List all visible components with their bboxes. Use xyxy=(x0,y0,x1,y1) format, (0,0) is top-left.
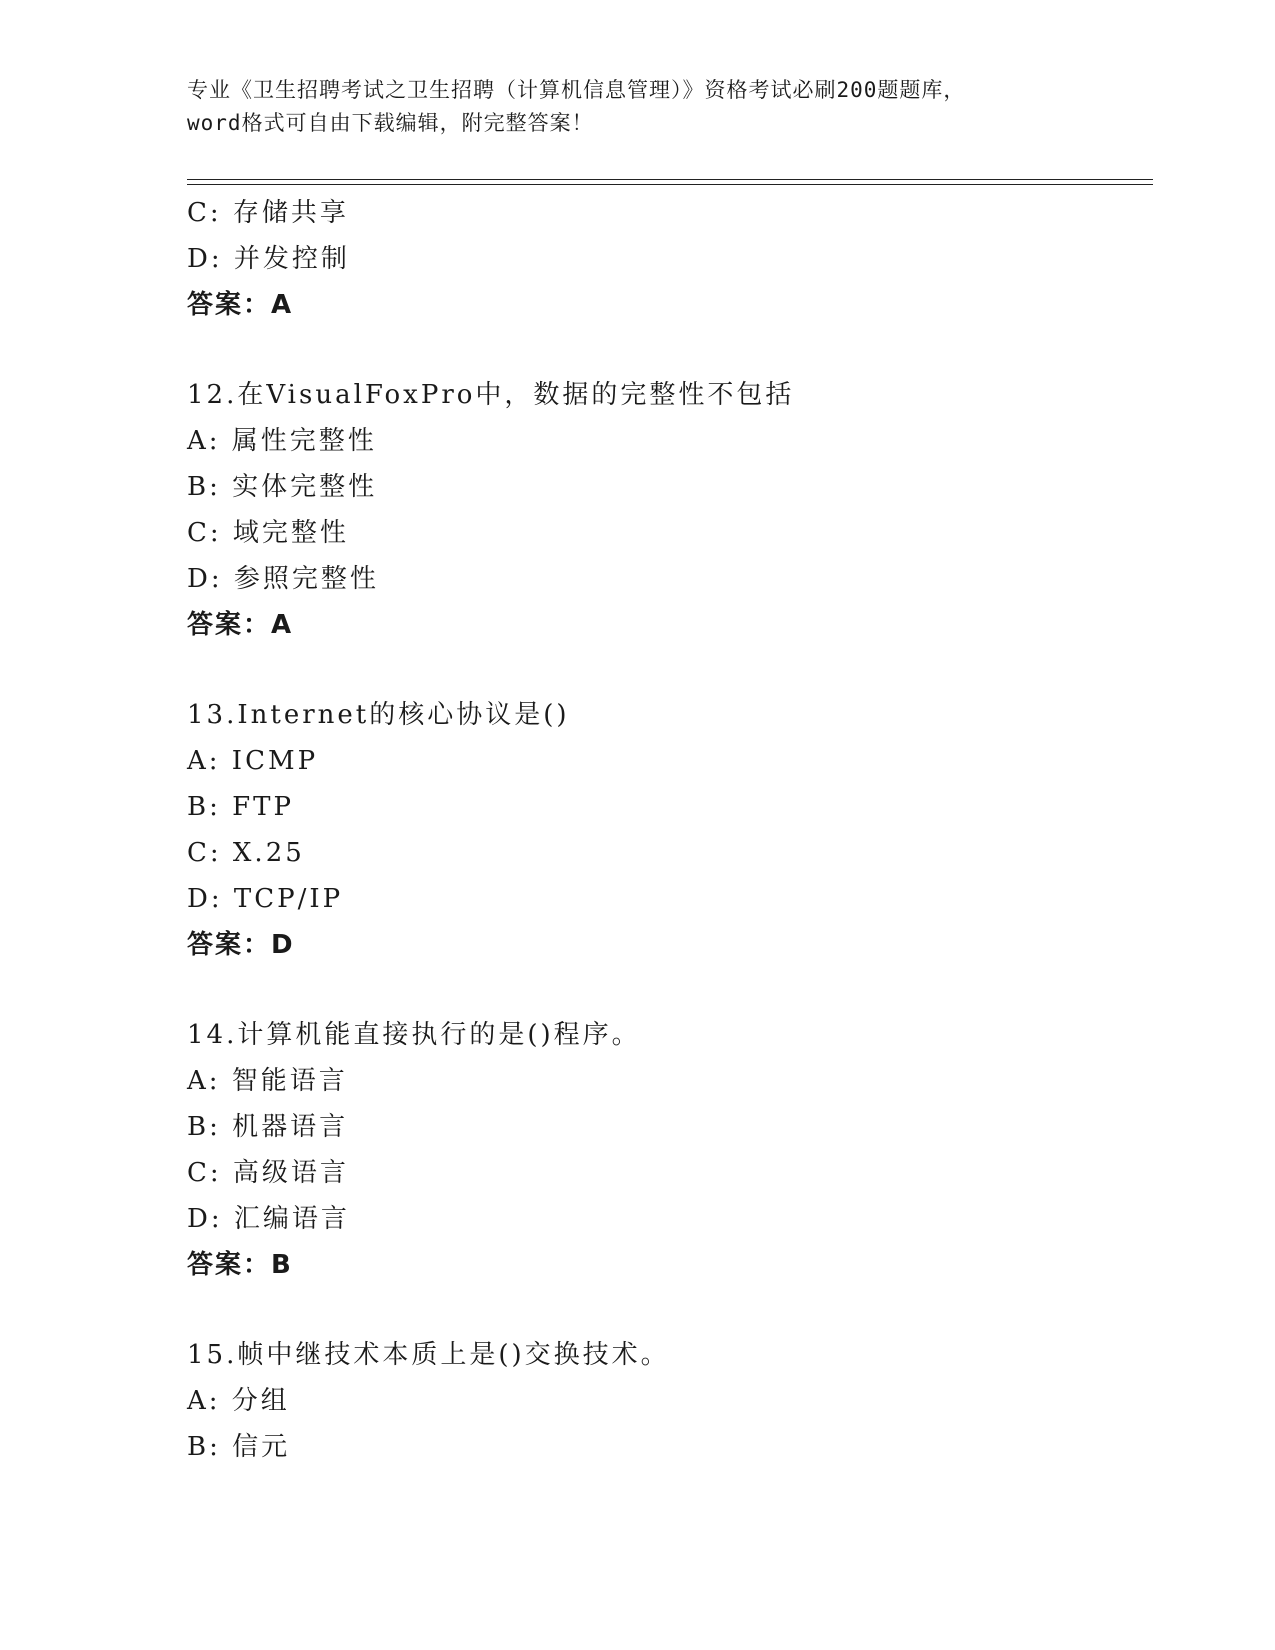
question-block-15 xyxy=(187,1332,1137,1470)
spacer xyxy=(187,1288,1137,1332)
answer-line: 答案：D xyxy=(187,930,295,960)
question-text: 15.帧中继技术本质上是()交换技术。 xyxy=(187,1340,670,1370)
option-c: C: X.25 xyxy=(187,838,305,868)
question-text: 12.在VisualFoxPro中，数据的完整性不包括 xyxy=(187,380,795,410)
question-block-12 xyxy=(187,372,1137,648)
option-c: C: 存储共享 xyxy=(187,198,349,228)
spacer xyxy=(187,328,1137,372)
option-a: A: 属性完整性 xyxy=(187,426,377,456)
option-b: B: 实体完整性 xyxy=(187,472,378,502)
option-d: D: 参照完整性 xyxy=(187,564,379,594)
question-block-13 xyxy=(187,692,1137,968)
question-block-11 xyxy=(187,190,1137,328)
option-c: C: 域完整性 xyxy=(187,518,349,548)
spacer xyxy=(187,648,1137,692)
option-a: A: 分组 xyxy=(187,1386,290,1416)
option-a: A: 智能语言 xyxy=(187,1066,348,1096)
answer-line: 答案：B xyxy=(187,1250,293,1280)
header-divider-top xyxy=(187,179,1153,180)
answer-line: 答案：A xyxy=(187,610,294,640)
option-b: B: FTP xyxy=(187,792,295,822)
option-a: A: ICMP xyxy=(187,746,319,776)
question-list xyxy=(187,190,1137,1470)
question-text: 14.计算机能直接执行的是()程序。 xyxy=(187,1020,641,1050)
header-title-line-1: 专业《卫生招聘考试之卫生招聘（计算机信息管理）》资格考试必刷200题题库， xyxy=(187,78,966,102)
document-header xyxy=(187,74,1087,140)
option-c: C: 高级语言 xyxy=(187,1158,349,1188)
option-b: B: 信元 xyxy=(187,1432,291,1462)
header-title-line-2: word格式可自由下载编辑，附完整答案！ xyxy=(187,111,594,135)
option-d: D: TCP/IP xyxy=(187,884,344,914)
answer-line: 答案：A xyxy=(187,290,294,320)
option-d: D: 并发控制 xyxy=(187,244,350,274)
question-text: 13.Internet的核心协议是() xyxy=(187,700,570,730)
option-b: B: 机器语言 xyxy=(187,1112,349,1142)
question-block-14 xyxy=(187,1012,1137,1288)
spacer xyxy=(187,968,1137,1012)
header-divider-bottom xyxy=(187,184,1153,185)
option-d: D: 汇编语言 xyxy=(187,1204,350,1234)
